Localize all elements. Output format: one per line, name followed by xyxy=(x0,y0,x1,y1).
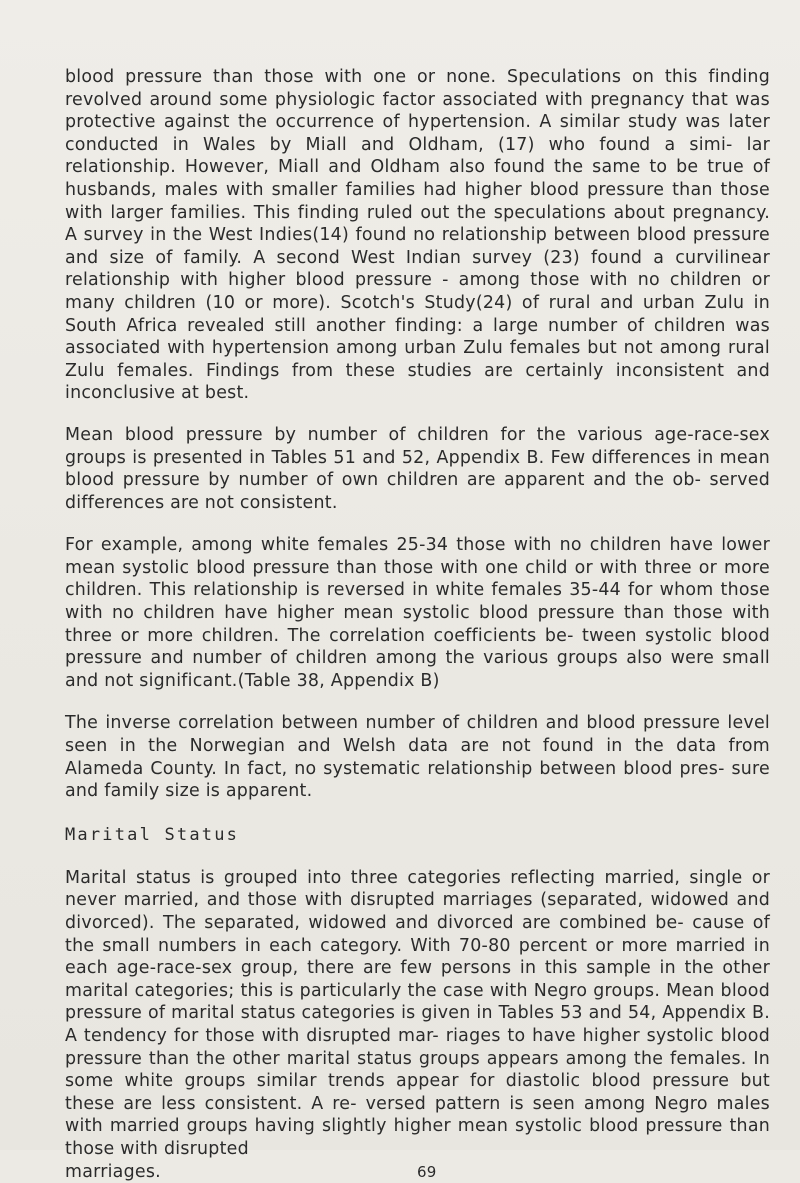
paragraph-white-females-example: For example, among white females 25-34 those with no children have lower mean systolic blood pressure than those with one child or with three or more children. This relationship is reversed in white females 35-44 for whom those with no children have higher mean systolic blood pressure than those with three or more children. The correlation coefficients be- tween systolic blood pressure and number of children among the various groups also were small and not significant.(Table 38, Appendix B) xyxy=(65,535,770,691)
paragraph-family-size-studies: blood pressure than those with one or none. Speculations on this finding revolved around some physiologic factor associated with pregnancy that was protective against the occurrence of hypertension. A similar study was later conducted in Wales by Miall and Oldham, (17) who found a simi- lar relationship. However, Miall and Oldham also found the same to be true of husbands, males with smaller families had higher blood pressure than those with larger families. This finding ruled out the speculations about pregnancy. A survey in the West Indies(14) found no relationship between blood pressure and size of family. A second West Indian survey (23) found a curvilinear relationship with higher blood pressure - among those with no children or many children (10 or more). Scotch's Study(24) of rural and urban Zulu in South Africa revealed still another finding: a large number of children was associated with hypertension among urban Zulu females but not among rural Zulu females. Findings from these studies are certainly inconsistent and inconclusive at best. xyxy=(65,67,770,404)
paragraph-mean-bp-by-children: Mean blood pressure by number of children for the various age-race-sex groups is presented in Tables 51 and 52, Appendix B. Few differences in mean blood pressure by number of own children are apparent and the ob- served differences are not consistent. xyxy=(65,424,770,513)
paragraph-marital-status-last-word: marriages. xyxy=(65,1161,161,1182)
section-heading-marital-status: Marital Status xyxy=(65,824,240,845)
page-number: 69 xyxy=(417,1162,437,1181)
paragraph-marital-status: Marital status is grouped into three categories reflecting married, single or never married, and those with disrupted marriages (separated, widowed and divorced). The separated, widowed and divorced are combined be- cause of the small numbers in each category. With 70-80 percent or more married in each age-race-sex group, there are few persons in this sample in the other marital categories; this is particularly the case with Negro groups. Mean blood pressure of marital status categories is given in Tables 53 and 54, Appendix B. A tendency for those with disrupted mar- riages to have higher systolic blood pressure than the other marital status groups appears among the females. In some white groups similar trends appear for diastolic blood pressure but these are less consistent. A re- versed pattern is seen among Negro males with married groups having slightly higher mean systolic blood pressure than those with disrupted xyxy=(65,867,770,1159)
final-line xyxy=(65,1161,770,1183)
paragraph-inverse-correlation: The inverse correlation between number of children and blood pressure level seen in the Norwegian and Welsh data are not found in the data from Alameda County. In fact, no systematic relationship between blood pres- sure and family size is apparent. xyxy=(65,713,770,802)
